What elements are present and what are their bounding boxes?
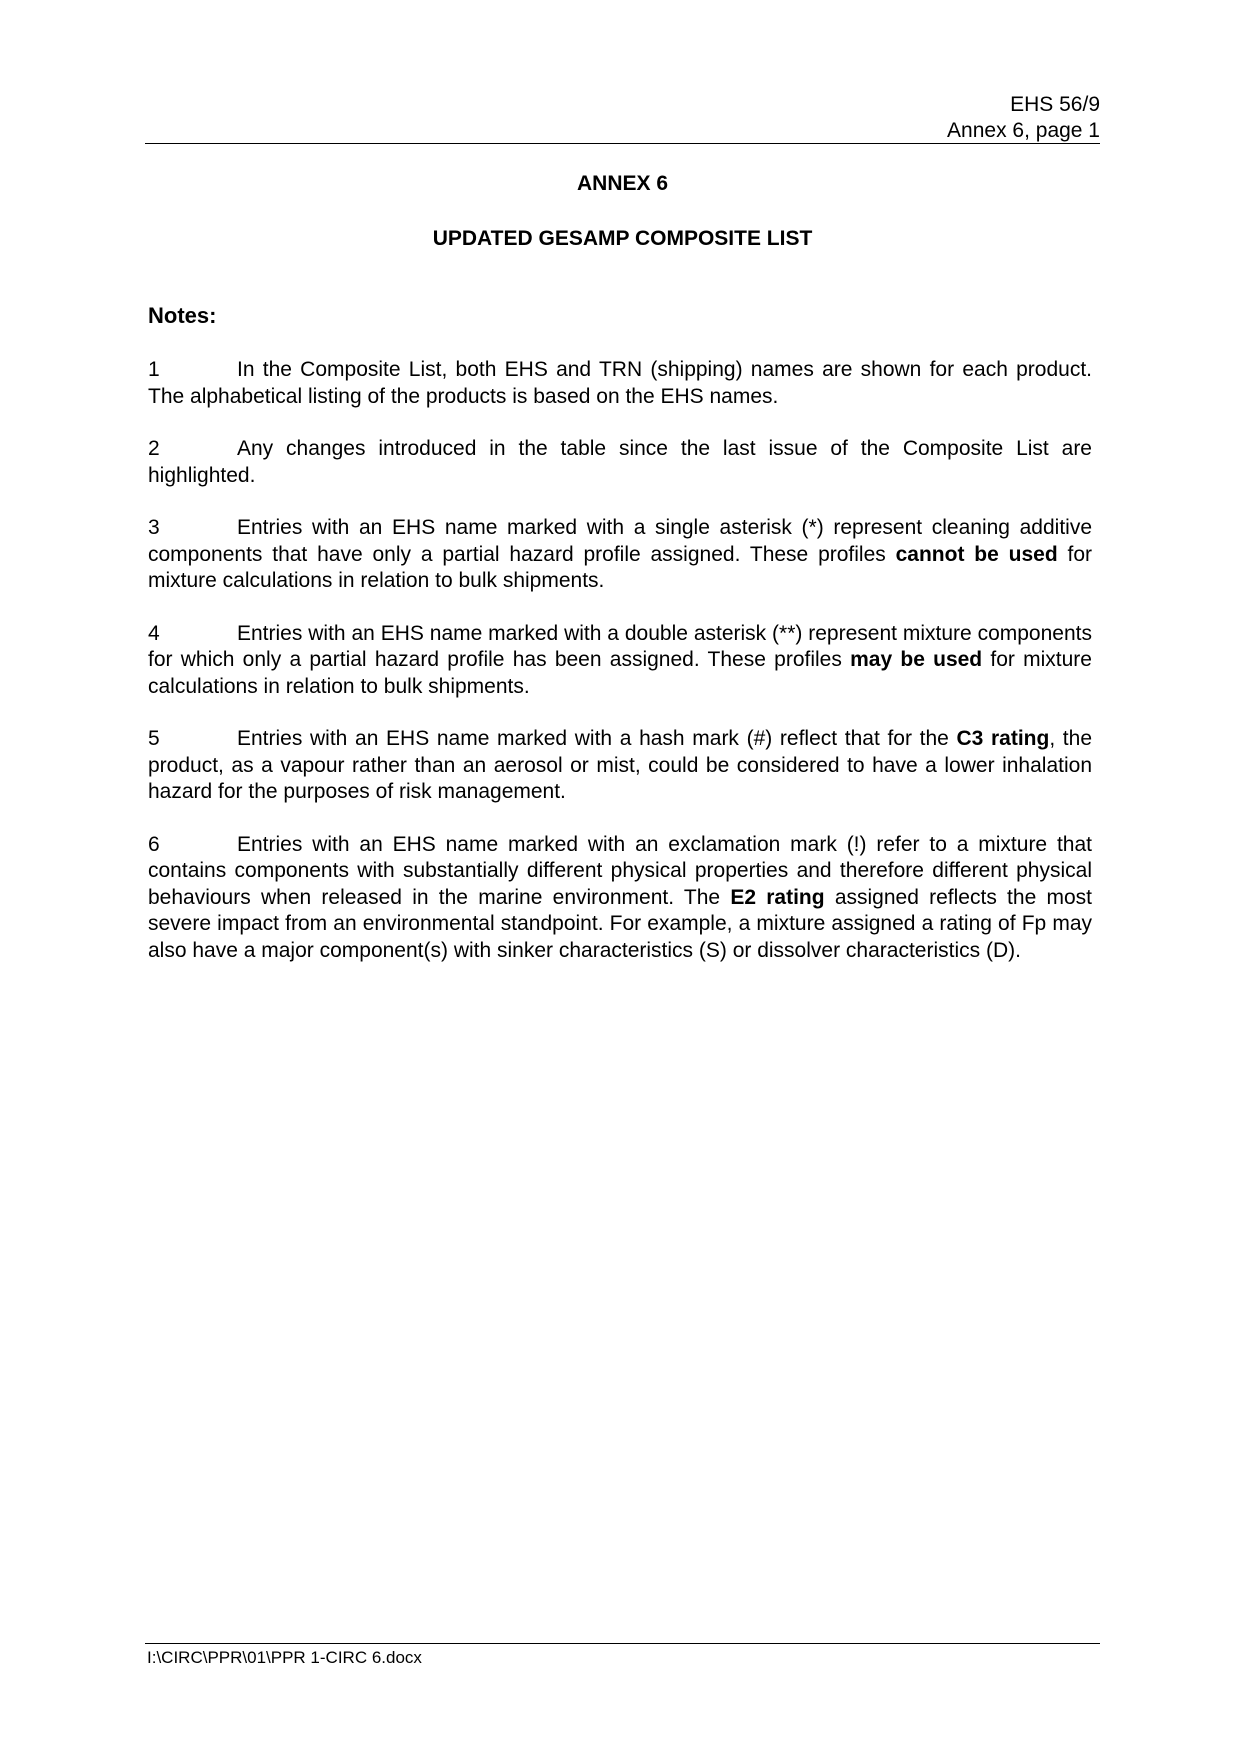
footer-divider (145, 1643, 1100, 1644)
note-3 (148, 515, 1092, 595)
note-number: 1 (148, 358, 160, 381)
notes-list (148, 357, 1092, 990)
footer-file-path: I:\CIRC\PPR\01\PPR 1-CIRC 6.docx (147, 1648, 422, 1667)
note-number: 3 (148, 516, 160, 539)
note-number: 2 (148, 437, 160, 460)
note-emphasis: E2 rating (730, 885, 825, 909)
page-header (145, 92, 1100, 144)
page-reference: Annex 6, page 1 (947, 119, 1100, 142)
note-text: Entries with an EHS name marked with an exclamation mark (!) refer to a mixture that contains components with substantially different physical properties and therefore different physical behaviours when released in the marine environment. The (148, 832, 1092, 909)
note-text: In the Composite List, both EHS and TRN (shipping) names are shown for each product. The alphabetical listing of the products is based on the EHS names. (148, 358, 1092, 408)
note-5 (148, 726, 1092, 806)
note-number: 5 (148, 727, 160, 750)
document-symbol: EHS 56/9 (1010, 93, 1100, 116)
note-text: Entries with an EHS name marked with a hash mark (#) reflect that for the (237, 727, 957, 750)
note-text: Entries with an EHS name marked with a single asterisk (*) represent cleaning additive components that have only a partial hazard profile assigned. These profiles (148, 516, 1092, 566)
note-text: Entries with an EHS name marked with a double asterisk (**) represent mixture components for which only a partial hazard profile has been assigned. These profiles (148, 621, 1092, 671)
note-text: Any changes introduced in the table since the last issue of the Composite List are highlighted. (148, 437, 1092, 487)
note-number: 6 (148, 832, 160, 856)
main-title: UPDATED GESAMP COMPOSITE LIST (432, 227, 813, 250)
note-text-continued: for mixture calculations in relation to bulk shipments. (148, 648, 1092, 698)
note-text-continued: , the product, as a vapour rather than an aerosol or mist, could be considered to have a lower inhalation hazard for the purposes of risk management. (148, 727, 1092, 803)
note-text-continued: for mixture calculations in relation to bulk shipments. (148, 542, 1093, 592)
note-emphasis: may be used (850, 648, 983, 671)
note-text-continued: assigned reflects the most severe impact from an environmental standpoint. For example, a mixture assigned a rating of Fp may also have a major component(s) with sinker characteristics (S) or dissolver characteristics (D). (148, 885, 1092, 962)
note-number: 4 (148, 621, 160, 645)
annex-title: ANNEX 6 (576, 172, 669, 195)
note-1 (148, 357, 1092, 410)
note-6 (148, 832, 1092, 965)
notes-heading: Notes: (148, 303, 217, 328)
note-2 (148, 436, 1092, 489)
note-4 (148, 621, 1092, 701)
note-emphasis: C3 rating (956, 727, 1050, 750)
header-divider (145, 143, 1100, 144)
note-emphasis: cannot be used (895, 542, 1058, 566)
